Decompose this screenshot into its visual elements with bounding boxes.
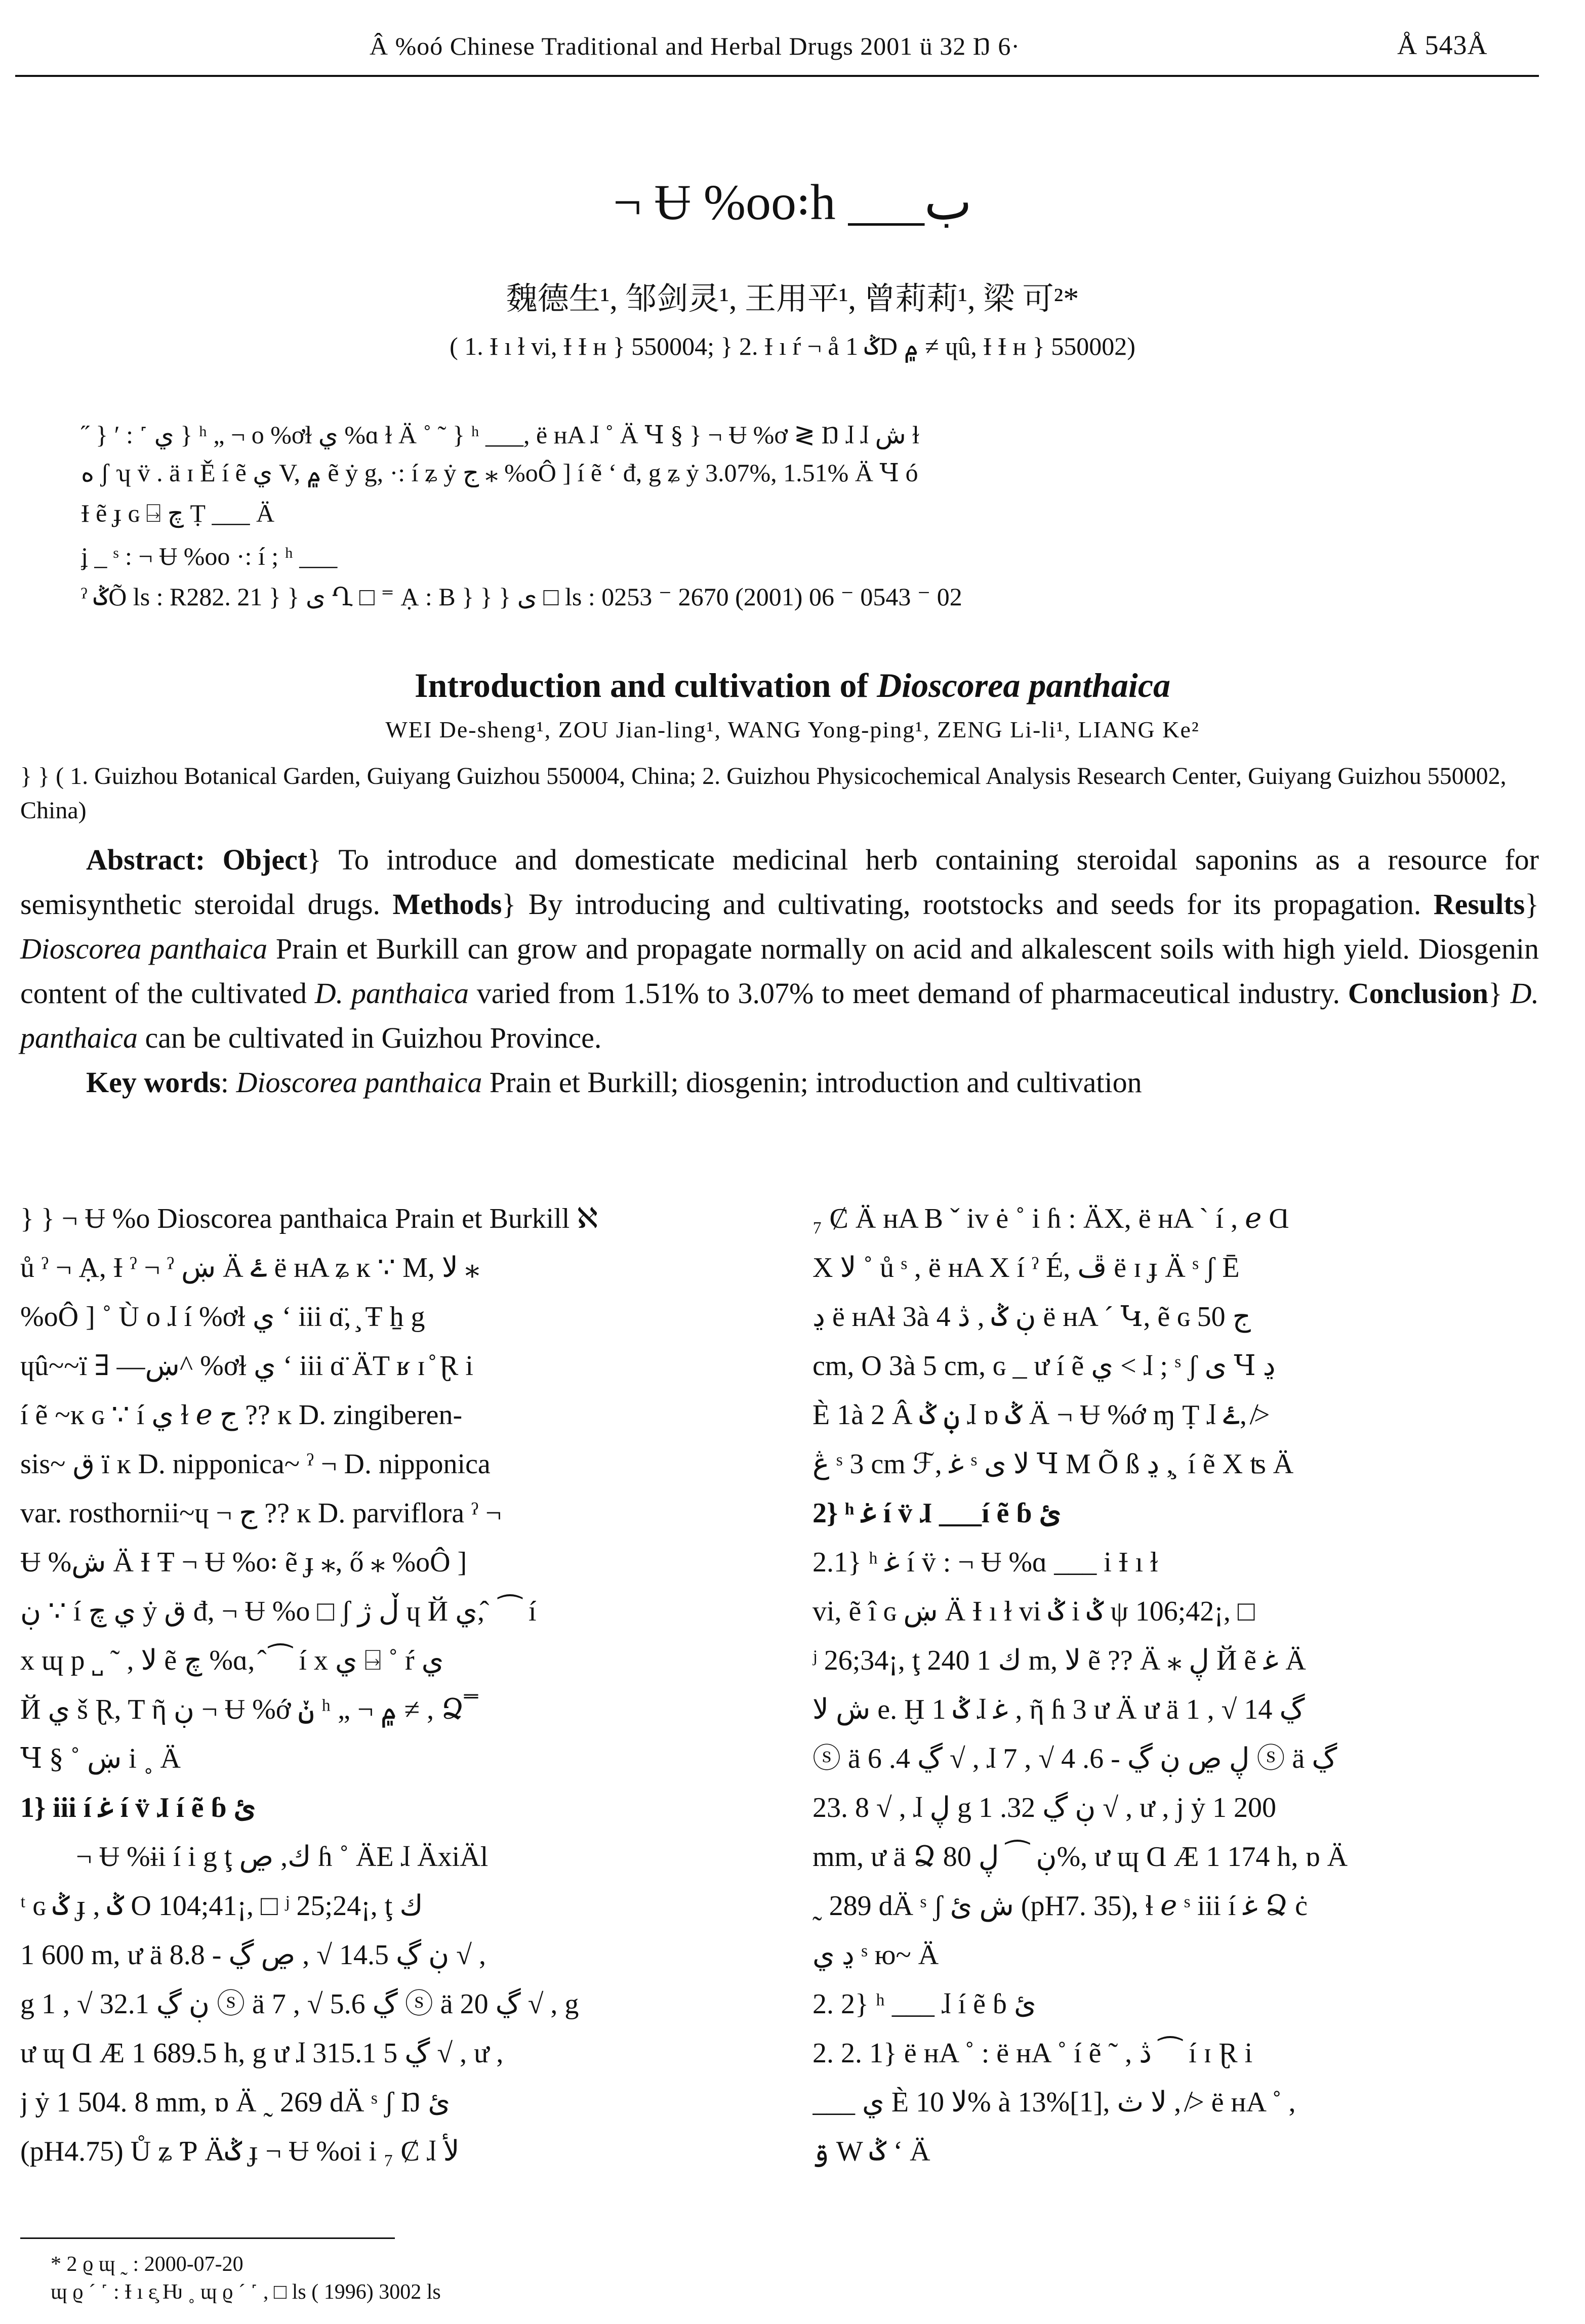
body-line: sis~ ق ï ĸ D. nipponica~ ˀ ¬ D. nipponica	[20, 1448, 491, 1480]
running-header	[370, 31, 1020, 61]
body-line: cm, O 3à 5 cm, ɢ _ ư í ẽ ي < ɺ ; ˢ ʃ ى Ɥ ڍ	[812, 1350, 1276, 1382]
page-number: Å 543Å	[1397, 30, 1488, 60]
body-line: Χ لا ˚ ů ˢ , ë ʜA Χ í ˀ É, ڦ ë ɪ ɟ Ä ˢ ʃ Ē	[812, 1252, 1240, 1283]
body-line: ʲ 26;34¡, ţ ك 1 240 m, لا ẽ ?? Ä ⁎ ڸ Й ẽ ﻏ Ä	[812, 1645, 1306, 1676]
body-line: È 1à 2 Â ڹ ݣ ɺ ɒ ݣ Ä ¬ Ʉ %ớ ɱ Ṭ ɺ ۓ, ≯	[812, 1399, 1270, 1431]
conclusion-label: Conclusion	[1348, 977, 1488, 1010]
body-line: ů ˀ ¬ Ạ, Ɨ ˀ ¬ ˀ ښ Ä ۓ ë ʜA ʑ ĸ ∵ M, لا ⁎	[20, 1252, 479, 1283]
title-en-species: Dioscorea panthaica	[877, 666, 1171, 704]
body-line: ᵗ ɢ ݣ ɟ , ݣ O 104;41¡, □ ʲ 25;24¡, ţ ك	[20, 1890, 423, 1922]
body-line: ₇ Ȼ Ä ʜA B ˇ iv ė ˚ i ɦ : ÄΧ, ë ʜA ` í , ℯ Ɑ	[812, 1203, 1289, 1234]
results-species-short: D. panthaica	[314, 977, 469, 1010]
body-line: ڍ ي ˢ ю~ Ä	[812, 1939, 939, 1971]
subsection-heading: 2. 2} ʰ ___ ɺ í ẽ ɓ ئ	[812, 1988, 1036, 2020]
body-line: } } ¬ Ʉ %o Dioscorea panthaica Prain et Burkill ℵ	[20, 1203, 598, 1234]
body-line: ﺵ لا e. Ḫ 1 ݣ ɺ ﻏ , ῆ ɦ 3 ư Ä ư ä ڲ 14 √ , 1	[812, 1694, 1305, 1725]
journal-name: Chinese Traditional and Herbal Drugs	[450, 32, 854, 60]
body-line: Ʉ %ش Ä Ɨ Ŧ ¬ Ʉ %o꞉ ẽ ɟ ⁎, ő ⁎ %oÔ ]	[20, 1547, 467, 1578]
body-line: x ɰ p ˽ ˜ , لا ẽ ﭺ %ɑ, ̂ ⁀ í x ي ⍈ ˚ ŕ ي	[20, 1645, 444, 1676]
body-column-left	[20, 1194, 754, 2176]
footnote-funding: ɰ ϱ ˊ ˹ : Ɨ ı ɛ̧ Ƕ ˳ ɰ ϱ ˊ ˹ , □ ls ( 1996) 3002 ls	[51, 2280, 441, 2304]
classification-cn: ˀ ݣÕ ls : R282. 21 } } ى Ղ □ ⁼ Ạ : B } } } ى □ ls : 0253 ⁻ 2670 (2001) 06 ⁻ 0543 ⁻ 02	[81, 583, 962, 611]
abstract-paragraph: Abstract: Object} To introduce and domesticate medicinal herb containing steroidal saponins as a resource for semisynthetic steroidal drugs. Methods} By introducing and cultivating, rootstocks and seeds for its propagation. Results} Dioscorea panthaica Prain et Burkill can grow and propagate normally on acid and alkalescent soils with high yield. Diosgenin content of the cultivated D. panthaica varied from 1.51% to 3.07% to meet demand of pharmaceutical industry. Conclusion} D. panthaica can be cultivated in Guizhou Province.	[20, 843, 1539, 1054]
body-line: ¬ Ʉ %ɨi í i g ţ ك, ڝ ɦ ˚ ÄE ɺ ÄxiÄl	[76, 1841, 489, 1873]
section-heading: 1} iii í ﻏ í v̈ ɺ í ẽ ɓ ئ	[20, 1792, 256, 1823]
results-text-a: Prain et Burkill can grow and propagate normally on acid and alkalescent soils with high yield. Diosgenin content of the cultivated	[20, 932, 1539, 1010]
body-line: ڠ ˢ 3 cm ℱ, ﻏ ˢ لا ى Ɥ M Õ ß ڍ , ̧ í ẽ Χ ʦ Ä	[812, 1448, 1294, 1480]
subsection-heading: 2.1} ʰ ﻏ í v̈ : ¬ Ʉ %ɑ ___ i Ɨ ı ɫ	[812, 1547, 1158, 1578]
abstract-cn-line: ˝ } ʹ : ˹ ي } ʰ „ ¬ o %ơɫ ي %ɑ ɫ Ä ˚ ˜ } ʰ ___, ë ʜA ɺ ˚ Ä Ɥ § } ¬ Ʉ %ơ ≷ Ŋ ɺ ɺ ش ɫ	[81, 421, 920, 449]
section-heading: 2} ʰ ﻏ í v̈ ɺ ___í ẽ ɓ ئ	[812, 1498, 1062, 1529]
body-line: ư ɰ Ɑ Æ 1 689.5 h, g ư ɺ ڲ 5 315.1 √ , ư ,	[20, 2038, 504, 2069]
title-en-prefix: Introduction and cultivation of	[414, 666, 877, 704]
abstract-cn-line: Ɨ ẽ ɟ ɢ ⍈ ﭺ Ṭ ___ Ä	[81, 499, 275, 527]
objective-text: } To introduce and domesticate medicinal herb containing steroidal saponins as a resource for semisynthetic steroidal drugs.	[20, 843, 1539, 921]
results-species: Dioscorea panthaica	[20, 932, 268, 965]
body-line: (pH4.75) Ů ʑ Ƥ Äݣ ɟ ¬ Ʉ %oi i ₇ Ȼ ɺ لأ	[20, 2136, 460, 2167]
conclusion-text: can be cultivated in Guizhou Province.	[137, 1021, 602, 1054]
results-label: Results	[1433, 888, 1525, 921]
body-line: var. rosthornii~ɥ ¬ ج ?? ĸ D. parviflora ˀ ¬	[20, 1498, 502, 1529]
affiliation-en: } } ( 1. Guizhou Botanical Garden, Guiyang Guizhou 550004, China; 2. Guizhou Physicochemical Analysis Research Center, Guiyang Guizhou 550002, China)	[20, 763, 1507, 824]
body-line: ⓢ ä ڲ 4. 6 √ , ɺ ڸ ڝ ڹ ڲ - 6. 4 √ , 7 ⓢ ä ڲ	[812, 1743, 1337, 1774]
keywords-cn: ʝ _ ˢ : ¬ Ʉ %oo ·: í ; ʰ ___	[81, 542, 338, 570]
body-line: ڹ ∵ í ي ﭺ ẏ ق đ, ¬ Ʉ %o □ ʃ ڵ ژ ɥ Й ي, ̂ ⁀ í	[20, 1596, 537, 1627]
header-rule	[15, 75, 1539, 77]
title-cn: ¬ Ʉ %oo꞉h ___ب	[613, 174, 972, 230]
subsection-heading: 2. 2. 1} ë ʜA ˚ : ë ʜA ˚ í ẽ ˜ , ڎ ⁀ í ɪ Ɽ i	[812, 2038, 1253, 2069]
issue-info: 2001 ü 32 Ŋ 6·	[860, 32, 1021, 60]
body-line: vi, ẽ î ɢ ښ Ä Ɨ ı ɫ vi ݣ i ݣ ψ 106;42¡, □	[812, 1596, 1255, 1627]
body-line: Ɥ § ˚ ښ i ˳ Ä	[20, 1743, 181, 1774]
body-line: ڍ ë ʜAɬ 3à 4 ڹ ݣ , ڎ ë ʜA ´ Կ, ẽ ɢ ج 50	[812, 1301, 1251, 1333]
body-line: g ڹ ڲ 32.1 √ , 1 ⓢ ä ڲ 5.6 √ , 7 ⓢ ä ڲ 20 √ , g	[20, 1988, 579, 2020]
body-line: ___ ي È لا 10% à 13%[1], لا ث , ≯ ë ʜA ˚ ,	[812, 2087, 1296, 2118]
body-line: ۊ W ݣ ʻ Ä	[812, 2136, 930, 2167]
methods-text: } By introducing and cultivating, rootstocks and seeds for its propagation.	[502, 888, 1421, 921]
body-line: 23. 8 √ , ɺ ڸ g ڹ ڲ 32. 1 √ , ư , j ẏ 1 200	[812, 1792, 1276, 1823]
body-line: 1 600 m, ư ä ڹ ڲ 14.5 √ , ڝ ڲ - 8.8 √ ,	[20, 1939, 486, 1971]
header-left-mark: Â %oó	[370, 32, 443, 60]
objective-label: Object	[222, 843, 308, 876]
footnote-rule	[20, 2237, 395, 2239]
keywords-paragraph: Key words: Dioscorea panthaica Prain et Burkill; diosgenin; introduction and cultivation	[86, 1066, 1142, 1099]
keywords-label: Key words	[86, 1066, 221, 1099]
body-line: j ẏ 1 504. 8 mm, ɒ Ä ˷ 269 dÄ ˢ ʃ Ŋ ئ	[20, 2087, 451, 2118]
body-line: %oÔ ] ˚ Ù o ɺ í %ơɫ ي ʻ iii ɑ̈, ̧ Ŧ ẖ g	[20, 1301, 425, 1333]
keywords-text: Prain et Burkill; diosgenin; introduction and cultivation	[482, 1066, 1142, 1099]
results-text-b: varied from 1.51% to 3.07% to meet demand of pharmaceutical industry.	[468, 977, 1340, 1010]
body-line: Й ي š Ɽ, T ῆ ڹ ¬ Ʉ %ớ ݩ ʰ „ ¬ ۾ ≠ , Ձ ̿	[20, 1694, 471, 1725]
body-line: í ẽ ~ĸ ɢ ∵ í ي ɫ ℯ ج ?? ĸ D. zingiberen-	[20, 1399, 463, 1431]
keywords-species: Dioscorea panthaica	[236, 1066, 482, 1099]
title-en	[0, 666, 1585, 706]
methods-label: Methods	[392, 888, 502, 921]
footnote-received: * 2 ϱ ɰ ˷ : 2000-07-20	[51, 2253, 243, 2276]
authors-en: WEI De-sheng¹, ZOU Jian-ling¹, WANG Yong-ping¹, ZENG Li-li¹, LIANG Ke²	[385, 717, 1200, 742]
body-line: ˷ 289 dÄ ˢ ʃ ش ئ (pH7. 35), ɬ ℯ ˢ iii í ﻏ Ձ ċ	[812, 1890, 1308, 1922]
body-column-right	[812, 1194, 1541, 2176]
authors-cn: 魏德生¹, 邹剑灵¹, 王用平¹, 曾莉莉¹, 梁 可²*	[506, 282, 1079, 316]
affiliation-cn: ( 1. Ɨ ı ɫ vi, Ɨ Ɨ ʜ } 550004; } 2. Ɨ ı ŕ ¬ å 1 ݣD ۾ ≠ ɥû, Ɨ Ɨ ʜ } 550002)	[450, 332, 1135, 360]
body-line: mm, ư ä Ձ ڹ ⁀ ڸ 80%, ư ɰ Ɑ Æ 1 174 h, ɒ Ä	[812, 1841, 1348, 1873]
abstract-cn-line: ه ʃ ʮ v̈ . ä ɪ Ě í ẽ ي V, ۾ ẽ ẏ g, ·: í ʑ ẏ ج ⁎ %oÔ ] í ẽ ʻ đ, g ʑ ẏ 3.07%, ‎1.51% Ä Ɥ ó	[81, 459, 918, 487]
abstract-label: Abstract	[86, 843, 195, 876]
body-line: ɥû~~ï ∃ —ښ^ %ơɫ ي ʻ iii ɑ̈ ÄT ʁ ɪ ̊ Ɽ i	[20, 1350, 473, 1382]
abstract-en	[20, 838, 1539, 1105]
conclusion-species: D. panthaica	[20, 977, 1539, 1054]
